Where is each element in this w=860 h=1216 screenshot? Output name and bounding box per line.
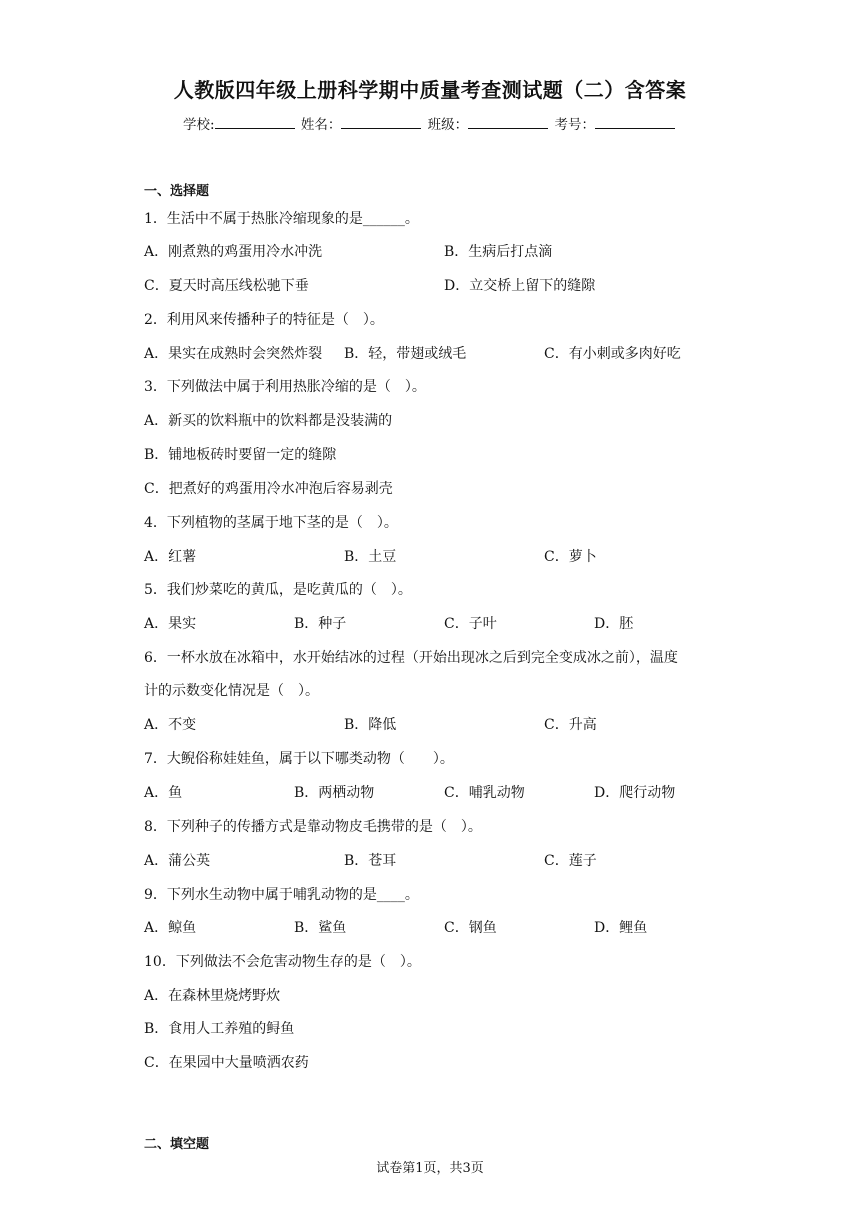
option: B．食用人工养殖的鲟鱼 [144, 1021, 295, 1037]
option: B．轻，带翅或绒毛 [344, 346, 467, 362]
option: D．胚 [594, 616, 634, 632]
exam-number-blank [595, 116, 675, 129]
option: D．爬行动物 [594, 785, 676, 801]
question-stem: 3．下列做法中属于利用热胀冷缩的是（ ）。 [144, 379, 426, 395]
page-footer: 试卷第1页，共3页 [376, 1161, 484, 1176]
option: D．立交桥上留下的缝隙 [444, 278, 596, 294]
option: A．蒲公英 [144, 853, 211, 869]
name-blank [341, 116, 421, 129]
school-label: 学校: [183, 117, 215, 133]
name-label: 姓名： [300, 117, 342, 133]
section-heading-choice: 一、选择题 [144, 184, 210, 199]
option: C．子叶 [444, 616, 497, 632]
question-stem: 7．大鲵俗称娃娃鱼，属于以下哪类动物（ ）。 [144, 751, 454, 767]
option: A．在森林里烧烤野炊 [144, 988, 281, 1004]
option: B．苍耳 [344, 853, 397, 869]
school-blank [215, 116, 295, 129]
option: C．升高 [544, 717, 597, 733]
question-stem: 10．下列做法不会危害动物生存的是（ ）。 [144, 954, 421, 970]
question-stem: 1．生活中不属于热胀冷缩现象的是______。 [144, 211, 419, 227]
option: B．降低 [344, 717, 397, 733]
question-stem: 6．一杯水放在冰箱中，水开始结冰的过程（开始出现冰之后到完全变成冰之前），温度 [144, 650, 678, 666]
option: C．萝卜 [544, 549, 597, 565]
option: C．在果园中大量喷洒农药 [144, 1055, 309, 1071]
student-info-line [0, 113, 860, 133]
option: C．把煮好的鸡蛋用冷水冲泡后容易剥壳 [144, 481, 393, 497]
option: A．新买的饮料瓶中的饮料都是没装满的 [144, 413, 393, 429]
option: B．生病后打点滴 [444, 244, 553, 260]
option: A．刚煮熟的鸡蛋用冷水冲洗 [144, 244, 323, 260]
question-stem: 9．下列水生动物中属于哺乳动物的是____。 [144, 887, 419, 903]
option: A．不变 [144, 717, 197, 733]
option: C．哺乳动物 [444, 785, 525, 801]
option: D．鲤鱼 [594, 920, 648, 936]
option: C．夏天时高压线松驰下垂 [144, 278, 309, 294]
option: A．鱼 [144, 785, 183, 801]
question-stem: 2．利用风来传播种子的特征是（ ）。 [144, 312, 384, 328]
question-stem: 5．我们炒菜吃的黄瓜，是吃黄瓜的（ ）。 [144, 582, 412, 598]
option: A．红薯 [144, 549, 197, 565]
option: C．有小刺或多肉好吃 [544, 346, 681, 362]
option: B．两栖动物 [294, 785, 375, 801]
class-label: 班级： [427, 117, 469, 133]
page-title: 人教版四年级上册科学期中质量考查测试题（二）含答案 [173, 78, 687, 102]
question-stem-continued: 计的示数变化情况是（ ）。 [144, 683, 319, 699]
exam-number-label: 考号： [554, 117, 595, 133]
option: B．鲨鱼 [294, 920, 347, 936]
question-stem: 8．下列种子的传播方式是靠动物皮毛携带的是（ ）。 [144, 819, 482, 835]
class-blank [468, 116, 548, 129]
question-stem: 4．下列植物的茎属于地下茎的是（ ）。 [144, 515, 398, 531]
option: B．土豆 [344, 549, 397, 565]
option: A．果实 [144, 616, 197, 632]
option: C．钢鱼 [444, 920, 497, 936]
option: A．鲸鱼 [144, 920, 197, 936]
option: A．果实在成熟时会突然炸裂 [144, 346, 323, 362]
option: B．种子 [294, 616, 347, 632]
section-heading-fill-in: 二、填空题 [144, 1137, 210, 1152]
option: B．铺地板砖时要留一定的缝隙 [144, 447, 337, 463]
option: C．莲子 [544, 853, 597, 869]
